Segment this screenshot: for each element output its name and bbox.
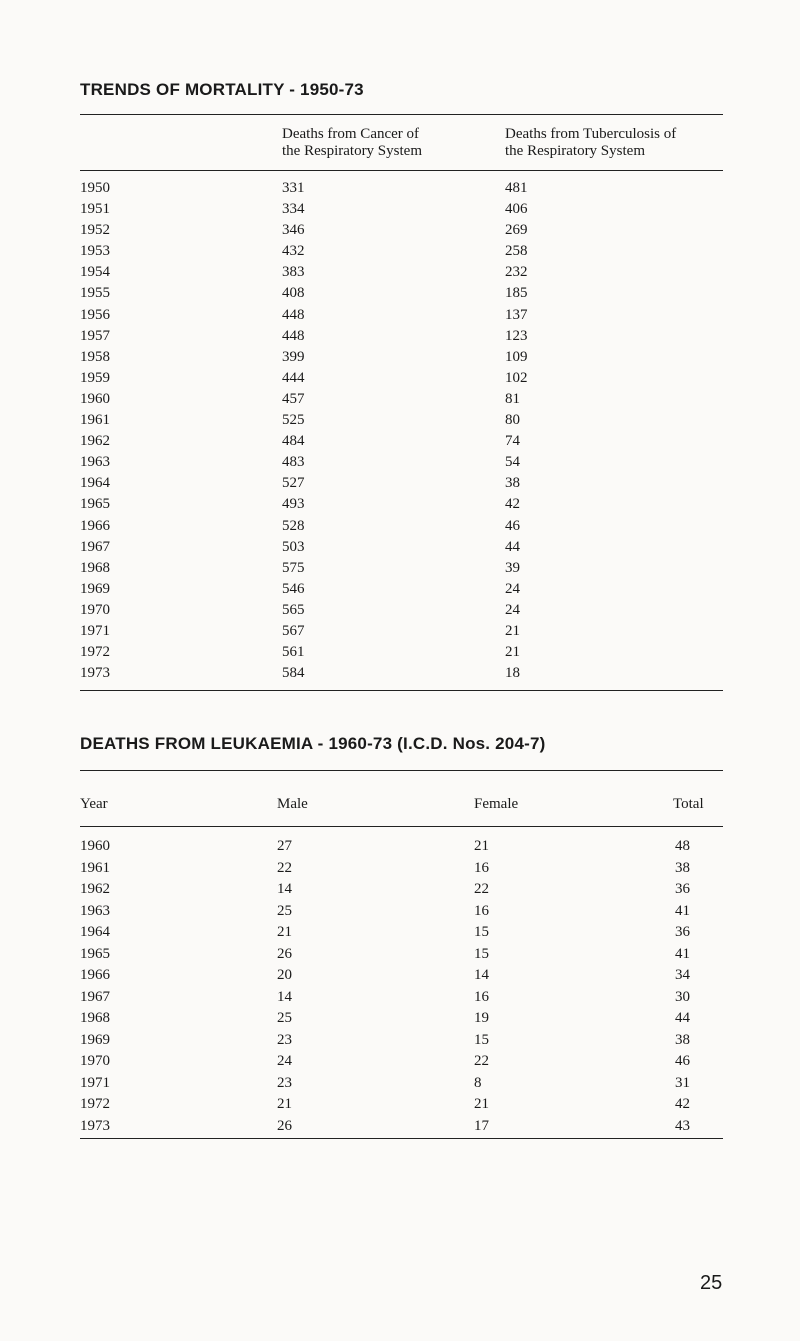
year-cell: 1958 xyxy=(80,348,110,365)
year-cell: 1953 xyxy=(80,243,110,260)
table-row xyxy=(0,560,800,581)
total-deaths-cell: 31 xyxy=(675,1074,690,1091)
male-deaths-cell: 26 xyxy=(277,1117,292,1134)
male-deaths-cell: 14 xyxy=(277,881,292,897)
male-deaths-cell: 14 xyxy=(277,988,292,1005)
tuberculosis-deaths-cell: 54 xyxy=(505,454,520,471)
year-cell: 1970 xyxy=(80,1053,110,1069)
total-deaths-cell: 41 xyxy=(675,945,690,962)
tuberculosis-column-header: Deaths from Tuberculosis of the Respiratory System xyxy=(505,126,677,159)
table-row xyxy=(0,967,800,989)
tuberculosis-deaths-cell: 232 xyxy=(505,264,528,281)
mortality-trends-table xyxy=(0,180,800,686)
table-row xyxy=(0,1075,800,1097)
table-row xyxy=(0,644,800,665)
year-cell: 1959 xyxy=(80,369,110,386)
total-deaths-cell: 42 xyxy=(675,1096,690,1112)
year-cell: 1967 xyxy=(80,538,110,555)
male-deaths-cell: 25 xyxy=(277,902,292,919)
female-deaths-cell: 17 xyxy=(474,1117,489,1134)
total-deaths-cell: 41 xyxy=(675,902,690,919)
table-row xyxy=(0,989,800,1011)
year-column-header: Year xyxy=(80,796,108,812)
tuberculosis-deaths-cell: 102 xyxy=(505,369,528,386)
cancer-deaths-cell: 561 xyxy=(282,644,305,661)
year-cell: 1961 xyxy=(80,859,110,876)
table-row xyxy=(0,838,800,860)
table-row xyxy=(0,665,800,686)
cancer-deaths-cell: 546 xyxy=(282,580,305,597)
male-deaths-cell: 23 xyxy=(277,1074,292,1091)
tuberculosis-deaths-cell: 38 xyxy=(505,475,520,492)
male-deaths-cell: 23 xyxy=(277,1031,292,1048)
female-deaths-cell: 19 xyxy=(474,1010,489,1026)
table-row xyxy=(0,860,800,882)
total-deaths-cell: 48 xyxy=(675,838,690,854)
total-deaths-cell: 44 xyxy=(675,1010,690,1026)
tuberculosis-deaths-cell: 185 xyxy=(505,285,528,302)
year-cell: 1952 xyxy=(80,222,110,239)
mortality-trends-title: TRENDS OF MORTALITY - 1950-73 xyxy=(80,80,364,99)
year-cell: 1963 xyxy=(80,454,110,471)
year-cell: 1968 xyxy=(80,559,110,576)
year-cell: 1964 xyxy=(80,924,110,940)
year-cell: 1968 xyxy=(80,1010,110,1026)
tuberculosis-deaths-cell: 46 xyxy=(505,517,520,534)
table2-bottom-rule xyxy=(80,1138,723,1139)
table-row xyxy=(0,180,800,201)
cancer-deaths-cell: 346 xyxy=(282,222,305,239)
cancer-deaths-cell: 448 xyxy=(282,306,305,323)
total-deaths-cell: 34 xyxy=(675,967,690,983)
tuberculosis-deaths-cell: 269 xyxy=(505,222,528,239)
male-column-header: Male xyxy=(277,796,308,812)
table-row xyxy=(0,454,800,475)
cancer-deaths-cell: 527 xyxy=(282,475,305,492)
table-row xyxy=(0,946,800,968)
cancer-deaths-cell: 331 xyxy=(282,180,305,196)
table-row xyxy=(0,243,800,264)
year-cell: 1955 xyxy=(80,285,110,302)
table-row xyxy=(0,602,800,623)
year-cell: 1965 xyxy=(80,496,110,513)
tuberculosis-deaths-cell: 24 xyxy=(505,601,520,618)
tuberculosis-deaths-cell: 74 xyxy=(505,433,520,450)
tuberculosis-deaths-cell: 42 xyxy=(505,496,520,513)
cancer-deaths-cell: 503 xyxy=(282,538,305,555)
female-deaths-cell: 15 xyxy=(474,1031,489,1048)
year-cell: 1969 xyxy=(80,580,110,597)
year-cell: 1957 xyxy=(80,327,110,344)
year-cell: 1971 xyxy=(80,1074,110,1091)
tuberculosis-deaths-cell: 18 xyxy=(505,665,520,682)
female-deaths-cell: 8 xyxy=(474,1074,482,1091)
total-deaths-cell: 36 xyxy=(675,881,690,897)
table-row xyxy=(0,496,800,517)
table-row xyxy=(0,924,800,946)
table-row xyxy=(0,328,800,349)
female-deaths-cell: 21 xyxy=(474,838,489,854)
year-cell: 1963 xyxy=(80,902,110,919)
year-cell: 1950 xyxy=(80,180,110,196)
cancer-deaths-cell: 334 xyxy=(282,201,305,218)
male-deaths-cell: 27 xyxy=(277,838,292,854)
table-row xyxy=(0,623,800,644)
female-deaths-cell: 14 xyxy=(474,967,489,983)
cancer-deaths-cell: 575 xyxy=(282,559,305,576)
cancer-deaths-cell: 493 xyxy=(282,496,305,513)
cancer-deaths-cell: 432 xyxy=(282,243,305,260)
year-cell: 1964 xyxy=(80,475,110,492)
table-row xyxy=(0,285,800,306)
female-deaths-cell: 15 xyxy=(474,945,489,962)
table-row xyxy=(0,307,800,328)
female-deaths-cell: 16 xyxy=(474,902,489,919)
year-cell: 1972 xyxy=(80,1096,110,1112)
cancer-deaths-cell: 383 xyxy=(282,264,305,281)
table-row xyxy=(0,518,800,539)
table-row xyxy=(0,433,800,454)
male-deaths-cell: 25 xyxy=(277,1010,292,1026)
year-cell: 1972 xyxy=(80,644,110,661)
table-row xyxy=(0,391,800,412)
female-deaths-cell: 22 xyxy=(474,1053,489,1069)
male-deaths-cell: 24 xyxy=(277,1053,292,1069)
table-row xyxy=(0,1010,800,1032)
cancer-deaths-cell: 444 xyxy=(282,369,305,386)
cancer-deaths-cell: 399 xyxy=(282,348,305,365)
cancer-deaths-cell: 565 xyxy=(282,601,305,618)
total-deaths-cell: 38 xyxy=(675,859,690,876)
table-row xyxy=(0,881,800,903)
total-column-header: Total xyxy=(673,796,704,812)
total-deaths-cell: 38 xyxy=(675,1031,690,1048)
year-cell: 1973 xyxy=(80,1117,110,1134)
total-deaths-cell: 36 xyxy=(675,924,690,940)
year-cell: 1971 xyxy=(80,622,110,639)
male-deaths-cell: 21 xyxy=(277,924,292,940)
year-cell: 1962 xyxy=(80,433,110,450)
tuberculosis-deaths-cell: 123 xyxy=(505,327,528,344)
table1-top-rule xyxy=(80,114,723,115)
table2-header-rule xyxy=(80,826,723,827)
tuberculosis-deaths-cell: 81 xyxy=(505,390,520,407)
year-cell: 1960 xyxy=(80,838,110,854)
year-cell: 1969 xyxy=(80,1031,110,1048)
tuberculosis-deaths-cell: 21 xyxy=(505,644,520,661)
year-cell: 1956 xyxy=(80,306,110,323)
cancer-deaths-cell: 484 xyxy=(282,433,305,450)
male-deaths-cell: 20 xyxy=(277,967,292,983)
tuberculosis-deaths-cell: 137 xyxy=(505,306,528,323)
table-row xyxy=(0,539,800,560)
year-cell: 1954 xyxy=(80,264,110,281)
table-row xyxy=(0,475,800,496)
leukaemia-title: DEATHS FROM LEUKAEMIA - 1960-73 (I.C.D. Nos. 204-7) xyxy=(80,734,546,753)
table1-bottom-rule xyxy=(80,690,723,691)
year-cell: 1967 xyxy=(80,988,110,1005)
table-row xyxy=(0,1032,800,1054)
year-cell: 1970 xyxy=(80,601,110,618)
table-row xyxy=(0,349,800,370)
male-deaths-cell: 21 xyxy=(277,1096,292,1112)
table-row xyxy=(0,581,800,602)
tuberculosis-deaths-cell: 21 xyxy=(505,622,520,639)
female-deaths-cell: 21 xyxy=(474,1096,489,1112)
leukaemia-table xyxy=(0,838,800,1139)
female-deaths-cell: 15 xyxy=(474,924,489,940)
year-cell: 1966 xyxy=(80,517,110,534)
tuberculosis-deaths-cell: 80 xyxy=(505,412,520,429)
total-deaths-cell: 43 xyxy=(675,1117,690,1134)
table-row xyxy=(0,264,800,285)
female-column-header: Female xyxy=(474,796,519,812)
tuberculosis-deaths-cell: 44 xyxy=(505,538,520,555)
tuberculosis-deaths-cell: 109 xyxy=(505,348,528,365)
female-deaths-cell: 16 xyxy=(474,988,489,1005)
cancer-column-header: Deaths from Cancer of the Respiratory System xyxy=(282,126,422,159)
female-deaths-cell: 22 xyxy=(474,881,489,897)
tuberculosis-deaths-cell: 406 xyxy=(505,201,528,218)
cancer-deaths-cell: 448 xyxy=(282,327,305,344)
tuberculosis-deaths-cell: 481 xyxy=(505,180,528,196)
page-number: 25 xyxy=(700,1272,723,1294)
table-row xyxy=(0,1096,800,1118)
cancer-deaths-cell: 525 xyxy=(282,412,305,429)
cancer-deaths-cell: 567 xyxy=(282,622,305,639)
tuberculosis-deaths-cell: 39 xyxy=(505,559,520,576)
male-deaths-cell: 26 xyxy=(277,945,292,962)
year-cell: 1966 xyxy=(80,967,110,983)
table-row xyxy=(0,903,800,925)
year-cell: 1951 xyxy=(80,201,110,218)
table1-header-rule xyxy=(80,170,723,171)
table2-top-rule xyxy=(80,770,723,771)
cancer-deaths-cell: 528 xyxy=(282,517,305,534)
year-cell: 1973 xyxy=(80,665,110,682)
table-row xyxy=(0,412,800,433)
tuberculosis-deaths-cell: 258 xyxy=(505,243,528,260)
female-deaths-cell: 16 xyxy=(474,859,489,876)
year-cell: 1965 xyxy=(80,945,110,962)
table-row xyxy=(0,370,800,391)
cancer-deaths-cell: 483 xyxy=(282,454,305,471)
cancer-deaths-cell: 584 xyxy=(282,665,305,682)
table-row xyxy=(0,201,800,222)
cancer-deaths-cell: 408 xyxy=(282,285,305,302)
table-row xyxy=(0,1118,800,1140)
total-deaths-cell: 46 xyxy=(675,1053,690,1069)
table-row xyxy=(0,1053,800,1075)
male-deaths-cell: 22 xyxy=(277,859,292,876)
total-deaths-cell: 30 xyxy=(675,988,690,1005)
table-row xyxy=(0,222,800,243)
year-cell: 1960 xyxy=(80,390,110,407)
cancer-deaths-cell: 457 xyxy=(282,390,305,407)
tuberculosis-deaths-cell: 24 xyxy=(505,580,520,597)
year-cell: 1961 xyxy=(80,412,110,429)
year-cell: 1962 xyxy=(80,881,110,897)
